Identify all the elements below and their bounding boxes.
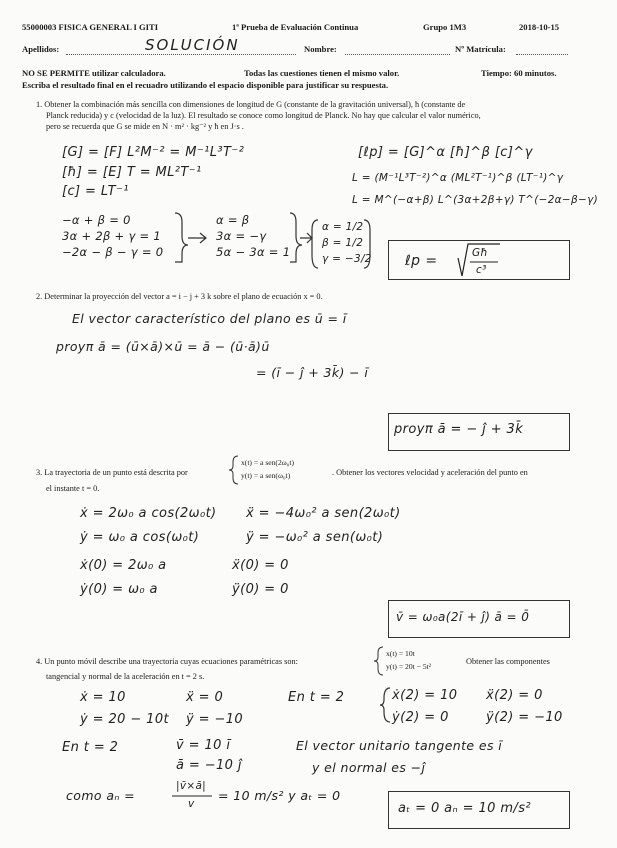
q2-text: 2. Determinar la proyección del vector a = i − j + 3 k sobre el plano de ecuación x = 0. <box>36 292 323 301</box>
date-label: 2018-10-15 <box>519 22 560 32</box>
q1-hw-5: L = (M⁻¹L³T⁻²)^α (ML²T⁻¹)^β (LT⁻¹)^γ <box>352 172 564 184</box>
q4-answer: aₜ = 0 aₙ = 10 m/s² <box>398 801 531 816</box>
q4-hw-6: ẋ(2) = 10 <box>392 688 458 703</box>
q1-text-3: pero se recuerda que G se mide en N · m² · kg⁻² y ħ en J·s . <box>46 122 244 131</box>
q2-hw-1: El vector característico del plano es ū = ī <box>72 311 347 326</box>
q4-eq-y: y(t) = 20t − 5t² <box>386 662 432 671</box>
q4-hw-4: ÿ = −10 <box>186 712 244 727</box>
q3-text-a: 3. La trayectoria de un punto está descrita por <box>36 468 188 477</box>
test-title: 1ª Prueba de Evaluación Continua <box>232 22 359 32</box>
q1-hw-2: [ħ] = [E] T = ML²T⁻¹ <box>62 165 202 180</box>
q1-sys2-2: 3α = −γ <box>216 229 267 243</box>
q4-hw-3: ẍ = 0 <box>186 690 224 705</box>
q4-hw-18: = 10 m/s² y aₜ = 0 <box>218 788 341 803</box>
q4-hw-12: ā = −10 ĵ <box>176 758 242 773</box>
apellidos-value: SOLUCIÓN <box>145 36 240 54</box>
q1-sys1-3: −2α − β − γ = 0 <box>62 245 164 259</box>
q1-sys2-3: 5α − 3α = 1 <box>216 245 291 259</box>
same-value: Todas las cuestiones tienen el mismo valor. <box>244 68 400 78</box>
q4-hw-8: ẍ(2) = 0 <box>486 688 543 703</box>
q2-answer: proyπ ā = − ĵ + 3k̄ <box>394 422 524 437</box>
q3-hw-6: ÿ = −ω₀² a sen(ω₀t) <box>246 530 384 545</box>
nombre-label: Nombre: <box>304 44 337 54</box>
q1-sys1-1: −α + β = 0 <box>62 213 131 227</box>
q3-hw-1: ẋ = 2ω₀ a cos(2ω₀t) <box>80 506 217 521</box>
no-calc: NO SE PERMITE utilizar calculadora. <box>22 68 166 78</box>
time-limit: Tiempo: 60 minutos. <box>481 68 557 78</box>
q1-hw-4: [ℓp] = [G]^α [ħ]^β [c]^γ <box>358 145 533 160</box>
q1-hw-6: L = M^(−α+β) L^(3α+2β+γ) T^(−2α−β−γ) <box>352 194 599 206</box>
q1-answer-lhs: ℓp = <box>405 253 438 269</box>
q1-hw-1: [G] = [F] L²M⁻² = M⁻¹L³T⁻² <box>62 145 245 160</box>
q2-hw-2: proyπ ā = (ū×ā)×ū = ā − (ū·ā)ū <box>56 339 270 354</box>
q3-eq-x: x(t) = a sen(2ω₀t) <box>241 458 295 467</box>
q1-sys3-1: α = 1/2 <box>322 221 364 233</box>
q3-hw-4: ẏ(0) = ω₀ a <box>80 582 158 597</box>
q1-sys3-2: β = 1/2 <box>322 237 364 249</box>
q4-hw-11: v̄ = 10 ī <box>176 738 231 753</box>
q3-text-c: el instante t = 0. <box>46 484 100 493</box>
apellidos-label: Apellidos: <box>22 44 60 54</box>
q1-hw-3: [c] = LT⁻¹ <box>62 184 129 199</box>
q4-hw-16: |v̄×ā| <box>176 780 207 792</box>
q1-text-1: 1. Obtener la combinación más sencilla con dimensiones de longitud de G (constante de la gravitación universal), ħ (constante de <box>36 100 466 109</box>
q4-text-a: 4. Un punto móvil describe una trayectoria cuyas ecuaciones paramétricas son: <box>36 657 298 666</box>
q4-hw-1: ẋ = 10 <box>80 690 126 705</box>
q3-hw-8: ÿ(0) = 0 <box>232 582 289 597</box>
q4-hw-5: En t = 2 <box>288 690 345 705</box>
q4-hw-9: ÿ(2) = −10 <box>486 710 563 725</box>
q4-hw-2: ẏ = 20 − 10t <box>80 712 169 727</box>
q3-text-b: . Obtener los vectores velocidad y aceleración del punto en <box>332 468 528 477</box>
q1-sys2-1: α = β <box>216 213 250 227</box>
q4-hw-14: y el normal es −ĵ <box>312 760 426 775</box>
q4-hw-17: v <box>188 798 195 810</box>
q4-eq-x: x(t) = 10t <box>386 649 415 658</box>
q1-sys3-3: γ = −3/2 <box>322 253 372 265</box>
q3-hw-5: ẍ = −4ω₀² a sen(2ω₀t) <box>246 506 401 521</box>
q1-answer-num: Għ <box>472 247 489 259</box>
q3-hw-2: ẏ = ω₀ a cos(ω₀t) <box>80 530 200 545</box>
q3-eq-y: y(t) = a sen(ω₀t) <box>241 471 291 480</box>
q4-hw-10: En t = 2 <box>62 740 119 755</box>
q1-text-2: Planck reducida) y c (velocidad de la luz). El resultado se conoce como longitud de Planck. No hay que calcular el valor numérico, <box>46 111 481 120</box>
q4-hw-13: El vector unitario tangente es ī <box>296 738 503 753</box>
q2-hw-3: = (ī − ĵ + 3k̄) − ī <box>256 365 369 380</box>
q4-hw-15: como aₙ = <box>66 788 136 803</box>
q4-text-c: tangencial y normal de la aceleración en t = 2 s. <box>46 672 205 681</box>
course-title: 55000003 FISICA GENERAL I GITI <box>22 22 159 32</box>
q3-hw-7: ẍ(0) = 0 <box>232 558 289 573</box>
matricula-label: Nº Matrícula: <box>455 44 506 54</box>
group-label: Grupo 1M3 <box>423 22 467 32</box>
q1-sys1-2: 3α + 2β + γ = 1 <box>62 229 162 243</box>
q1-answer-den: c³ <box>476 264 487 276</box>
q3-answer: v̄ = ω₀a(2ī + ĵ) ā = 0̄ <box>396 610 530 624</box>
q4-hw-7: ẏ(2) = 0 <box>392 710 449 725</box>
write-instruction: Escriba el resultado final en el recuadro utilizando el espacio disponible para justificar su respuesta. <box>22 80 389 90</box>
q3-hw-3: ẋ(0) = 2ω₀ a <box>80 558 167 573</box>
q4-text-b: Obtener las componentes <box>466 657 550 666</box>
